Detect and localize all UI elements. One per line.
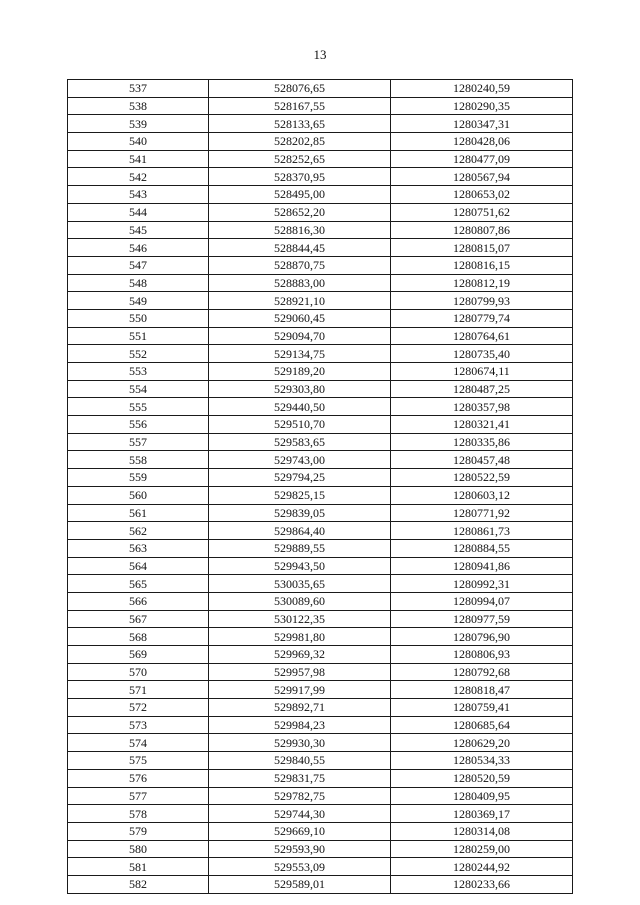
point-number-cell: 537	[68, 80, 209, 98]
x-coordinate-cell: 529669,10	[209, 822, 391, 840]
table-row	[68, 168, 573, 186]
point-number-cell: 538	[68, 97, 209, 115]
x-coordinate-cell: 528252,65	[209, 150, 391, 168]
y-coordinate-cell: 1280806,93	[391, 646, 573, 664]
table-row	[68, 610, 573, 628]
point-number-cell: 551	[68, 327, 209, 345]
table-row	[68, 716, 573, 734]
y-coordinate-cell: 1280534,33	[391, 752, 573, 770]
y-coordinate-cell: 1280735,40	[391, 345, 573, 363]
x-coordinate-cell: 529583,65	[209, 433, 391, 451]
table-row	[68, 858, 573, 876]
x-coordinate-cell: 529794,25	[209, 469, 391, 487]
x-coordinate-cell: 529892,71	[209, 699, 391, 717]
x-coordinate-cell: 529134,75	[209, 345, 391, 363]
point-number-cell: 571	[68, 681, 209, 699]
point-number-cell: 554	[68, 380, 209, 398]
table-row	[68, 380, 573, 398]
y-coordinate-cell: 1280992,31	[391, 575, 573, 593]
y-coordinate-cell: 1280771,92	[391, 504, 573, 522]
point-number-cell: 550	[68, 309, 209, 327]
y-coordinate-cell: 1280792,68	[391, 663, 573, 681]
y-coordinate-cell: 1280674,11	[391, 363, 573, 381]
point-number-cell: 542	[68, 168, 209, 186]
point-number-cell: 574	[68, 734, 209, 752]
y-coordinate-cell: 1280314,08	[391, 822, 573, 840]
table-row	[68, 292, 573, 310]
x-coordinate-cell: 529589,01	[209, 875, 391, 893]
coordinates-table-body	[68, 80, 573, 894]
x-coordinate-cell: 529440,50	[209, 398, 391, 416]
point-number-cell: 555	[68, 398, 209, 416]
point-number-cell: 567	[68, 610, 209, 628]
table-row	[68, 769, 573, 787]
y-coordinate-cell: 1280815,07	[391, 239, 573, 257]
y-coordinate-cell: 1280259,00	[391, 840, 573, 858]
x-coordinate-cell: 529744,30	[209, 805, 391, 823]
point-number-cell: 548	[68, 274, 209, 292]
table-row	[68, 486, 573, 504]
point-number-cell: 557	[68, 433, 209, 451]
x-coordinate-cell: 529864,40	[209, 522, 391, 540]
point-number-cell: 562	[68, 522, 209, 540]
table-row	[68, 221, 573, 239]
table-row	[68, 133, 573, 151]
table-row	[68, 203, 573, 221]
x-coordinate-cell: 528816,30	[209, 221, 391, 239]
point-number-cell: 578	[68, 805, 209, 823]
table-row	[68, 309, 573, 327]
point-number-cell: 576	[68, 769, 209, 787]
y-coordinate-cell: 1280685,64	[391, 716, 573, 734]
x-coordinate-cell: 529593,90	[209, 840, 391, 858]
y-coordinate-cell: 1280812,19	[391, 274, 573, 292]
x-coordinate-cell: 530035,65	[209, 575, 391, 593]
table-row	[68, 256, 573, 274]
point-number-cell: 580	[68, 840, 209, 858]
x-coordinate-cell: 528883,00	[209, 274, 391, 292]
point-number-cell: 577	[68, 787, 209, 805]
table-row	[68, 363, 573, 381]
x-coordinate-cell: 530089,60	[209, 592, 391, 610]
y-coordinate-cell: 1280994,07	[391, 592, 573, 610]
x-coordinate-cell: 530122,35	[209, 610, 391, 628]
point-number-cell: 572	[68, 699, 209, 717]
y-coordinate-cell: 1280487,25	[391, 380, 573, 398]
x-coordinate-cell: 528844,45	[209, 239, 391, 257]
x-coordinate-cell: 529743,00	[209, 451, 391, 469]
y-coordinate-cell: 1280861,73	[391, 522, 573, 540]
y-coordinate-cell: 1280603,12	[391, 486, 573, 504]
table-row	[68, 663, 573, 681]
x-coordinate-cell: 529060,45	[209, 309, 391, 327]
x-coordinate-cell: 529930,30	[209, 734, 391, 752]
point-number-cell: 553	[68, 363, 209, 381]
table-row	[68, 469, 573, 487]
table-row	[68, 822, 573, 840]
x-coordinate-cell: 528370,95	[209, 168, 391, 186]
point-number-cell: 556	[68, 416, 209, 434]
x-coordinate-cell: 529969,32	[209, 646, 391, 664]
y-coordinate-cell: 1280764,61	[391, 327, 573, 345]
table-row	[68, 787, 573, 805]
y-coordinate-cell: 1280428,06	[391, 133, 573, 151]
table-row	[68, 433, 573, 451]
point-number-cell: 552	[68, 345, 209, 363]
point-number-cell: 565	[68, 575, 209, 593]
x-coordinate-cell: 529943,50	[209, 557, 391, 575]
y-coordinate-cell: 1280335,86	[391, 433, 573, 451]
table-row	[68, 274, 573, 292]
x-coordinate-cell: 528076,65	[209, 80, 391, 98]
y-coordinate-cell: 1280520,59	[391, 769, 573, 787]
y-coordinate-cell: 1280796,90	[391, 628, 573, 646]
x-coordinate-cell: 528870,75	[209, 256, 391, 274]
table-row	[68, 875, 573, 893]
coordinates-table	[67, 79, 573, 894]
point-number-cell: 573	[68, 716, 209, 734]
table-row	[68, 504, 573, 522]
point-number-cell: 547	[68, 256, 209, 274]
point-number-cell: 569	[68, 646, 209, 664]
x-coordinate-cell: 529189,20	[209, 363, 391, 381]
table-row	[68, 327, 573, 345]
point-number-cell: 546	[68, 239, 209, 257]
table-row	[68, 115, 573, 133]
y-coordinate-cell: 1280357,98	[391, 398, 573, 416]
y-coordinate-cell: 1280779,74	[391, 309, 573, 327]
table-row	[68, 451, 573, 469]
y-coordinate-cell: 1280759,41	[391, 699, 573, 717]
table-row	[68, 539, 573, 557]
x-coordinate-cell: 529984,23	[209, 716, 391, 734]
point-number-cell: 545	[68, 221, 209, 239]
page-number: 13	[313, 47, 327, 62]
y-coordinate-cell: 1280653,02	[391, 186, 573, 204]
y-coordinate-cell: 1280816,15	[391, 256, 573, 274]
x-coordinate-cell: 528167,55	[209, 97, 391, 115]
y-coordinate-cell: 1280347,31	[391, 115, 573, 133]
y-coordinate-cell: 1280240,59	[391, 80, 573, 98]
x-coordinate-cell: 528133,65	[209, 115, 391, 133]
point-number-cell: 549	[68, 292, 209, 310]
x-coordinate-cell: 528495,00	[209, 186, 391, 204]
table-row	[68, 416, 573, 434]
table-row	[68, 398, 573, 416]
point-number-cell: 558	[68, 451, 209, 469]
point-number-cell: 544	[68, 203, 209, 221]
table-row	[68, 699, 573, 717]
point-number-cell: 566	[68, 592, 209, 610]
x-coordinate-cell: 529303,80	[209, 380, 391, 398]
table-row	[68, 97, 573, 115]
table-row	[68, 239, 573, 257]
table-row	[68, 575, 573, 593]
point-number-cell: 581	[68, 858, 209, 876]
point-number-cell: 570	[68, 663, 209, 681]
point-number-cell: 568	[68, 628, 209, 646]
point-number-cell: 543	[68, 186, 209, 204]
y-coordinate-cell: 1280629,20	[391, 734, 573, 752]
y-coordinate-cell: 1280321,41	[391, 416, 573, 434]
point-number-cell: 541	[68, 150, 209, 168]
table-row	[68, 840, 573, 858]
x-coordinate-cell: 529825,15	[209, 486, 391, 504]
point-number-cell: 579	[68, 822, 209, 840]
y-coordinate-cell: 1280884,55	[391, 539, 573, 557]
table-row	[68, 681, 573, 699]
point-number-cell: 563	[68, 539, 209, 557]
point-number-cell: 582	[68, 875, 209, 893]
y-coordinate-cell: 1280818,47	[391, 681, 573, 699]
x-coordinate-cell: 529889,55	[209, 539, 391, 557]
x-coordinate-cell: 529981,80	[209, 628, 391, 646]
table-row	[68, 80, 573, 98]
y-coordinate-cell: 1280807,86	[391, 221, 573, 239]
table-row	[68, 646, 573, 664]
x-coordinate-cell: 528921,10	[209, 292, 391, 310]
y-coordinate-cell: 1280799,93	[391, 292, 573, 310]
x-coordinate-cell: 529553,09	[209, 858, 391, 876]
x-coordinate-cell: 529094,70	[209, 327, 391, 345]
y-coordinate-cell: 1280977,59	[391, 610, 573, 628]
y-coordinate-cell: 1280290,35	[391, 97, 573, 115]
point-number-cell: 575	[68, 752, 209, 770]
x-coordinate-cell: 529840,55	[209, 752, 391, 770]
table-row	[68, 752, 573, 770]
table-row	[68, 522, 573, 540]
y-coordinate-cell: 1280369,17	[391, 805, 573, 823]
table-row	[68, 345, 573, 363]
x-coordinate-cell: 529917,99	[209, 681, 391, 699]
x-coordinate-cell: 529782,75	[209, 787, 391, 805]
table-row	[68, 628, 573, 646]
x-coordinate-cell: 528652,20	[209, 203, 391, 221]
table-row	[68, 557, 573, 575]
table-row	[68, 805, 573, 823]
point-number-cell: 561	[68, 504, 209, 522]
x-coordinate-cell: 529839,05	[209, 504, 391, 522]
x-coordinate-cell: 529510,70	[209, 416, 391, 434]
point-number-cell: 540	[68, 133, 209, 151]
point-number-cell: 560	[68, 486, 209, 504]
table-row	[68, 734, 573, 752]
point-number-cell: 559	[68, 469, 209, 487]
y-coordinate-cell: 1280244,92	[391, 858, 573, 876]
x-coordinate-cell: 529831,75	[209, 769, 391, 787]
point-number-cell: 539	[68, 115, 209, 133]
y-coordinate-cell: 1280477,09	[391, 150, 573, 168]
table-row	[68, 186, 573, 204]
y-coordinate-cell: 1280457,48	[391, 451, 573, 469]
table-row	[68, 150, 573, 168]
y-coordinate-cell: 1280567,94	[391, 168, 573, 186]
y-coordinate-cell: 1280941,86	[391, 557, 573, 575]
x-coordinate-cell: 528202,85	[209, 133, 391, 151]
y-coordinate-cell: 1280522,59	[391, 469, 573, 487]
y-coordinate-cell: 1280233,66	[391, 875, 573, 893]
y-coordinate-cell: 1280751,62	[391, 203, 573, 221]
table-row	[68, 592, 573, 610]
point-number-cell: 564	[68, 557, 209, 575]
x-coordinate-cell: 529957,98	[209, 663, 391, 681]
y-coordinate-cell: 1280409,95	[391, 787, 573, 805]
